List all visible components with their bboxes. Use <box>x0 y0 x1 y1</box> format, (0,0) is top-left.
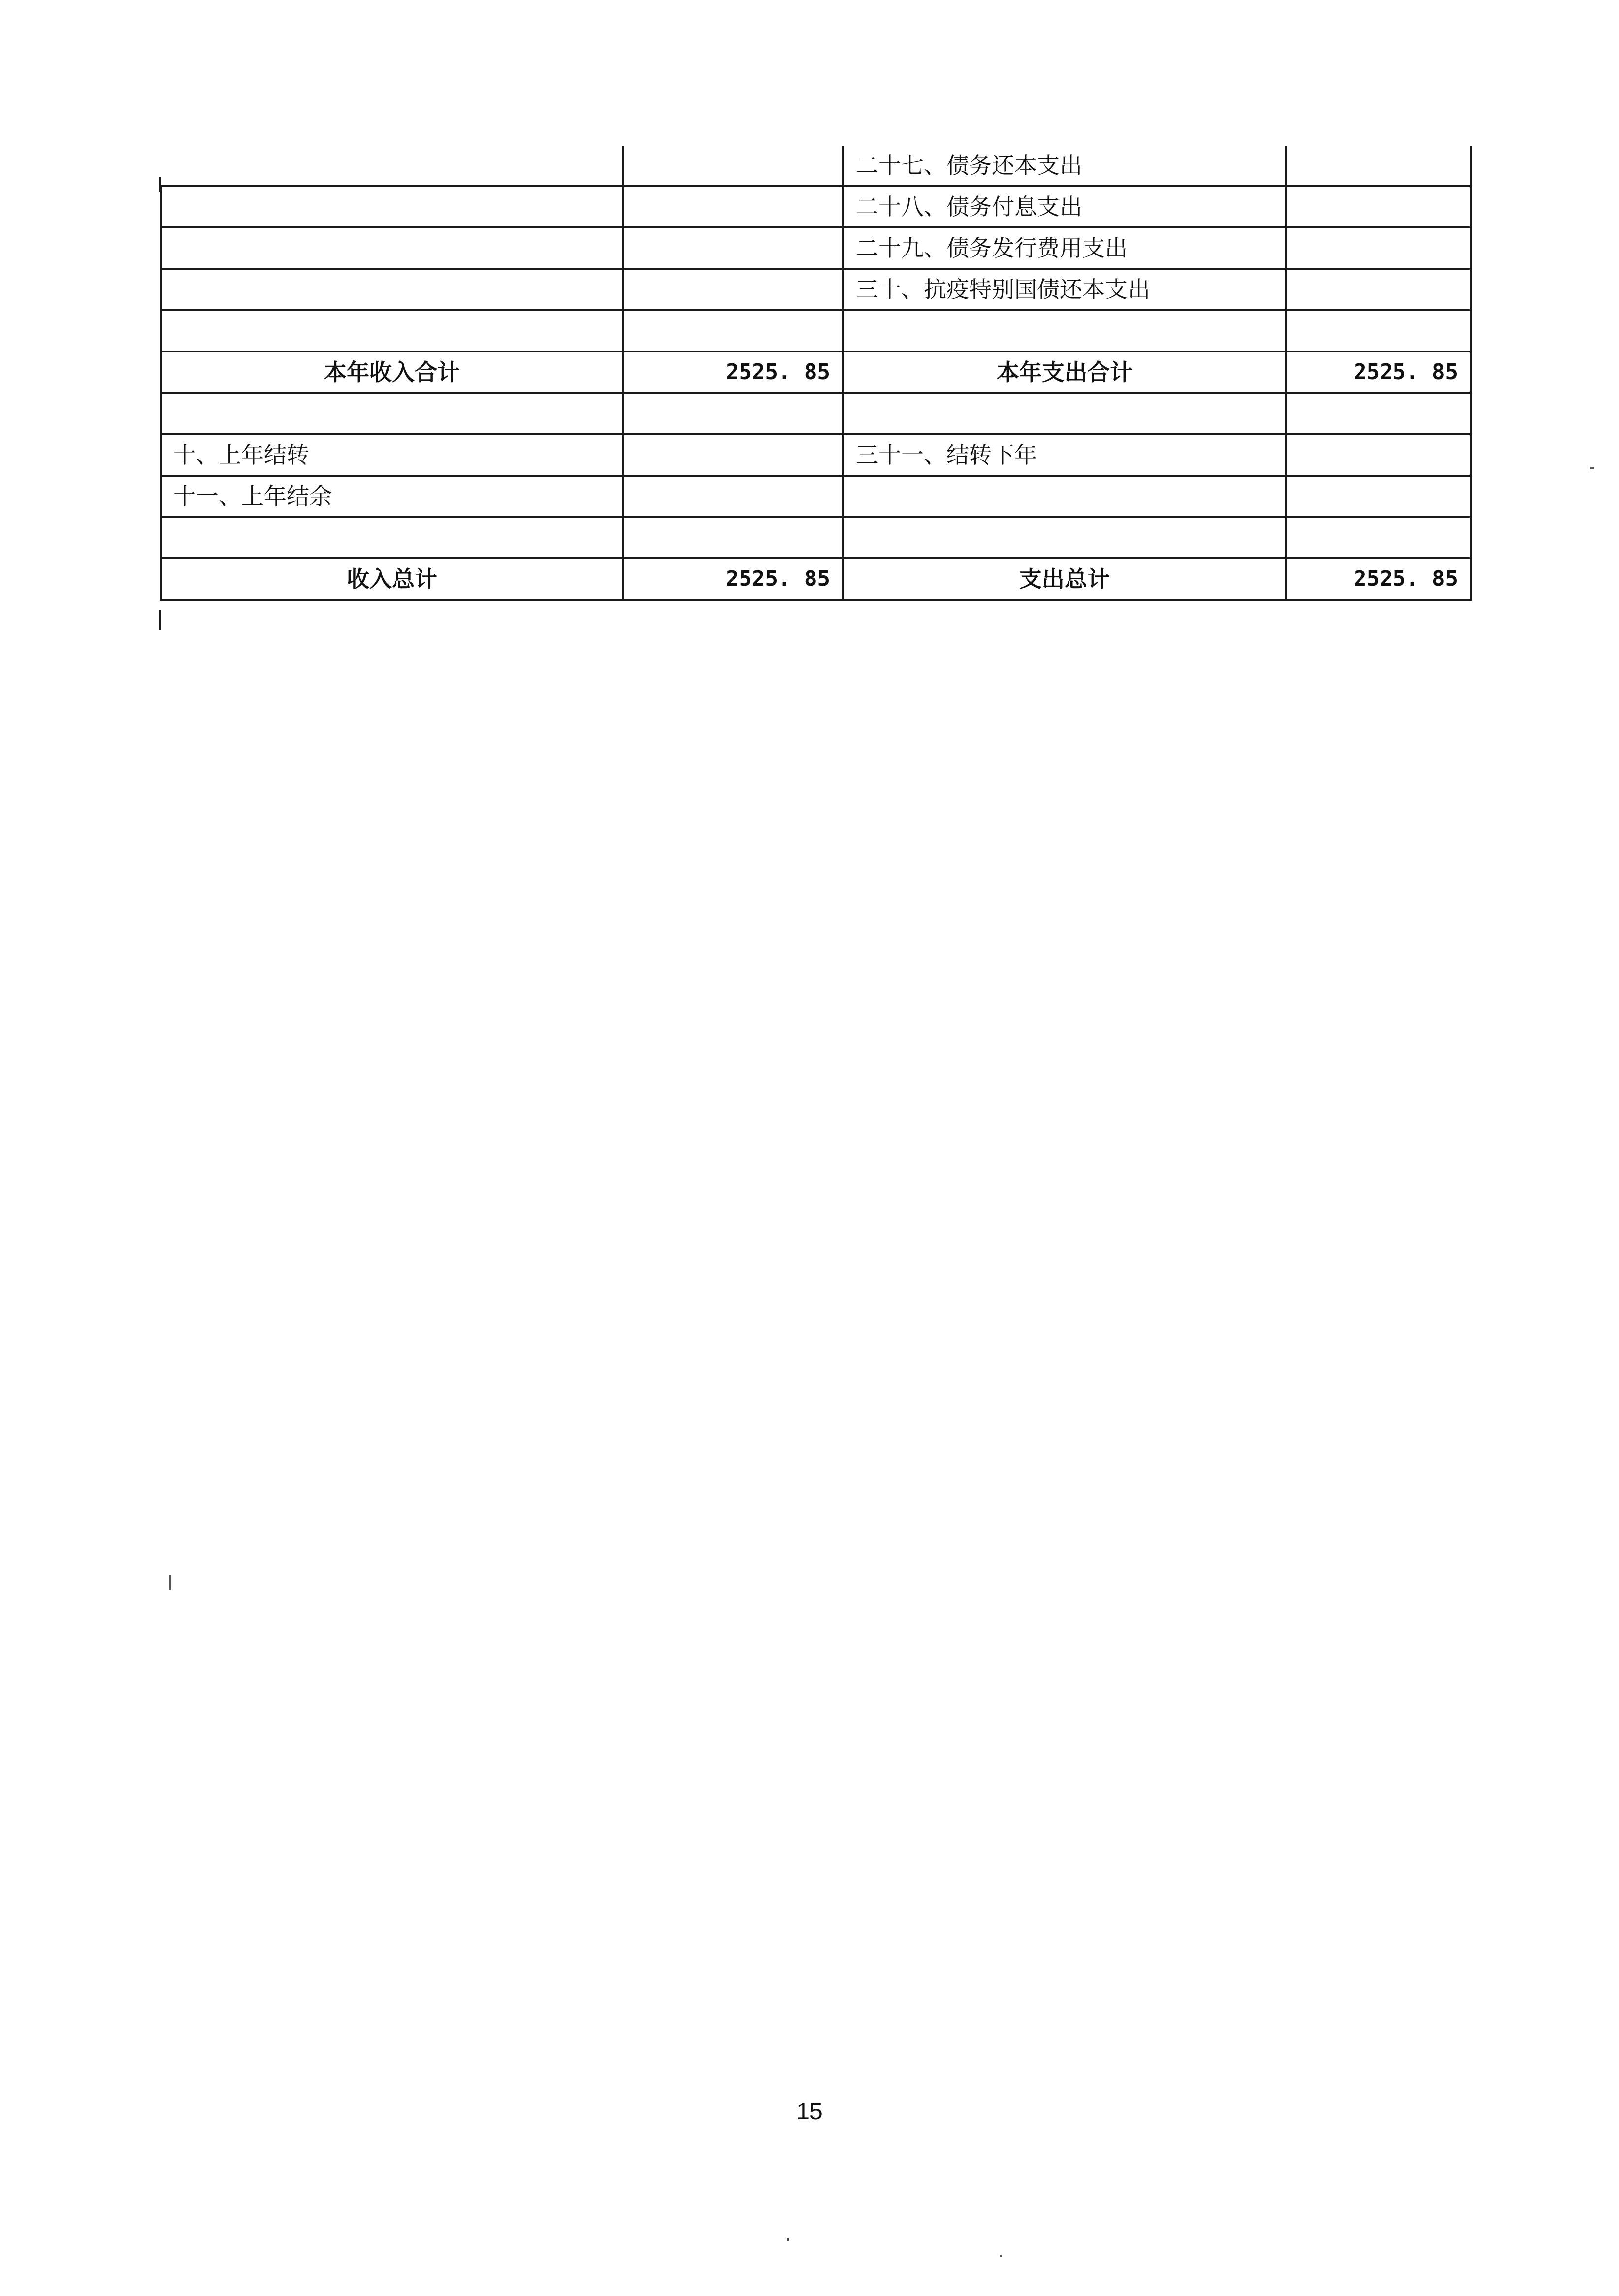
grand-income-total-value: 2525. 85 <box>623 558 843 600</box>
income-item-cell <box>161 146 623 186</box>
income-item-cell <box>161 269 623 310</box>
table-row <box>161 393 1471 434</box>
income-amount-cell <box>623 186 843 227</box>
table-left-tick-bottom <box>159 610 161 630</box>
income-item-cell <box>161 186 623 227</box>
expense-amount-cell <box>1286 476 1471 517</box>
scan-speck <box>787 2238 789 2241</box>
table-left-tick-top <box>159 177 161 192</box>
table-row <box>161 227 1471 269</box>
table-row <box>161 517 1471 558</box>
expense-item-cell <box>843 310 1286 351</box>
expense-amount-cell <box>1286 227 1471 269</box>
expense-item-cell <box>843 476 1286 517</box>
income-item-cell <box>161 310 623 351</box>
table-row <box>161 146 1471 186</box>
expense-item-cell: 二十八、债务付息支出 <box>843 186 1286 227</box>
income-amount-cell <box>623 393 843 434</box>
expense-amount-cell <box>1286 146 1471 186</box>
income-item-cell <box>161 517 623 558</box>
expense-item-cell: 三十、抗疫特别国债还本支出 <box>843 269 1286 310</box>
annual-expense-total-value: 2525. 85 <box>1286 351 1471 393</box>
grand-expense-total-value: 2525. 85 <box>1286 558 1471 600</box>
annual-expense-total-label: 本年支出合计 <box>843 351 1286 393</box>
annual-total-row <box>161 351 1471 393</box>
scan-speck <box>1000 2255 1002 2257</box>
expense-item-cell: 二十九、债务发行费用支出 <box>843 227 1286 269</box>
table-row <box>161 476 1471 517</box>
expense-item-cell: 三十一、结转下年 <box>843 434 1286 476</box>
grand-income-total-label: 收入总计 <box>161 558 623 600</box>
scan-speck <box>1590 467 1594 469</box>
grand-total-row <box>161 558 1471 600</box>
expense-amount-cell <box>1286 310 1471 351</box>
expense-amount-cell <box>1286 517 1471 558</box>
income-amount-cell <box>623 517 843 558</box>
table-row <box>161 434 1471 476</box>
income-item-cell <box>161 227 623 269</box>
table-row <box>161 269 1471 310</box>
expense-item-cell <box>843 393 1286 434</box>
income-amount-cell <box>623 310 843 351</box>
table-row <box>161 186 1471 227</box>
income-amount-cell <box>623 227 843 269</box>
income-item-cell <box>161 393 623 434</box>
scan-speck <box>169 1575 171 1590</box>
income-item-cell: 十一、上年结余 <box>161 476 623 517</box>
page-number: 15 <box>796 2099 823 2125</box>
income-amount-cell <box>623 434 843 476</box>
income-item-cell: 十、上年结转 <box>161 434 623 476</box>
table-row <box>161 310 1471 351</box>
expense-amount-cell <box>1286 434 1471 476</box>
income-amount-cell <box>623 269 843 310</box>
expense-item-cell <box>843 517 1286 558</box>
expense-item-cell: 二十七、债务还本支出 <box>843 146 1286 186</box>
income-amount-cell <box>623 146 843 186</box>
annual-income-total-value: 2525. 85 <box>623 351 843 393</box>
budget-summary-table <box>160 146 1472 601</box>
grand-expense-total-label: 支出总计 <box>843 558 1286 600</box>
expense-amount-cell <box>1286 393 1471 434</box>
expense-amount-cell <box>1286 186 1471 227</box>
annual-income-total-label: 本年收入合计 <box>161 351 623 393</box>
expense-amount-cell <box>1286 269 1471 310</box>
income-amount-cell <box>623 476 843 517</box>
